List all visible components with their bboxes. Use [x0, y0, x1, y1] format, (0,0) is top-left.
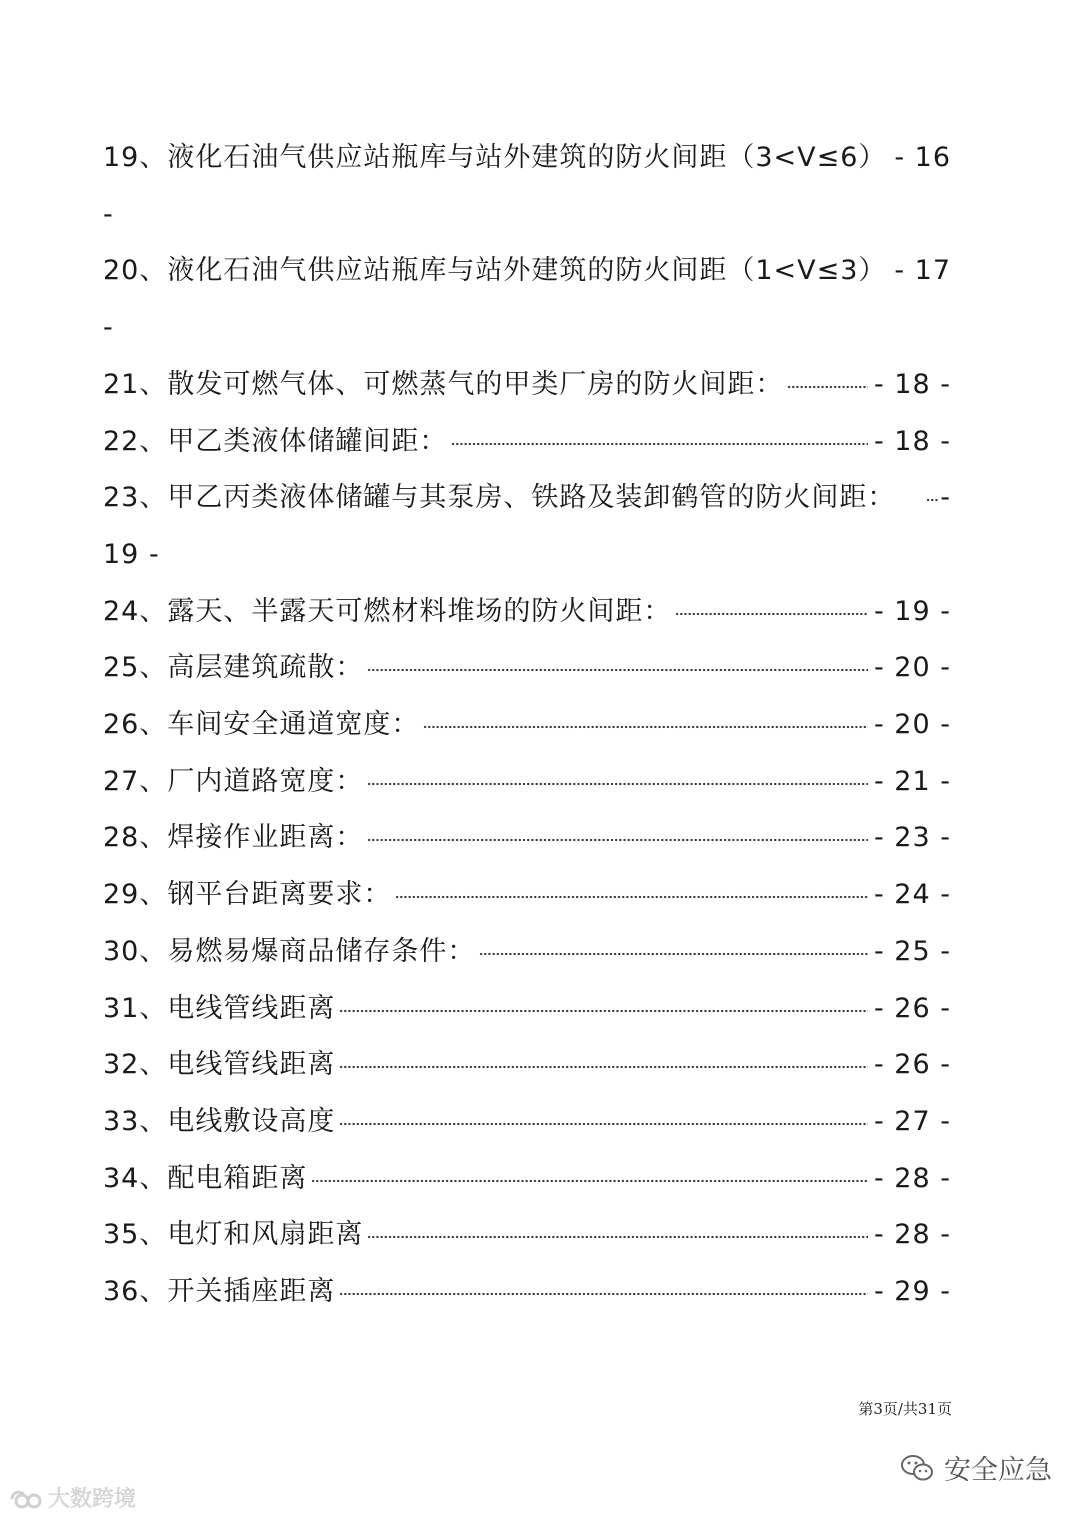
- wechat-icon: [900, 1453, 934, 1483]
- toc-entry-page: - 19 -: [873, 595, 951, 627]
- dot-leader: [926, 498, 938, 502]
- toc-entry-35[interactable]: [103, 1207, 953, 1264]
- toc-entry-title: 32、电线管线距离: [103, 1049, 336, 1081]
- toc-entry-27[interactable]: [103, 754, 953, 811]
- toc-entry-36[interactable]: [103, 1264, 953, 1321]
- toc-entry-title: 20、液化石油气供应站瓶库与站外建筑的防火间距（1<V≤3）: [103, 255, 887, 287]
- toc-entry-page: - 26 -: [873, 992, 951, 1024]
- toc-entry-22[interactable]: [103, 414, 953, 471]
- page-indicator: 第3页/共31页: [858, 1400, 952, 1418]
- toc-entry-page: - 16: [894, 142, 951, 173]
- toc-entry-title: 35、电灯和风扇距离: [103, 1219, 364, 1251]
- toc-entry-title: 34、配电箱距离: [103, 1162, 308, 1194]
- toc-entry-page: -: [940, 482, 951, 514]
- dot-leader: [395, 895, 868, 899]
- dot-leader: [423, 725, 868, 729]
- toc-entry-title: 19、液化石油气供应站瓶库与站外建筑的防火间距（3<V≤6）: [103, 142, 887, 173]
- toc-entry-page: - 21 -: [873, 765, 951, 797]
- toc-entry-page: - 26 -: [873, 1049, 951, 1081]
- toc-entry-page: - 29 -: [873, 1276, 951, 1308]
- dot-leader: [311, 1179, 868, 1183]
- toc-entry-25[interactable]: [103, 640, 953, 697]
- toc-entry-32[interactable]: [103, 1037, 953, 1094]
- camera-logo-icon: [8, 1487, 42, 1509]
- toc-entry-24[interactable]: [103, 584, 953, 641]
- watermark-left-text: 大数跨境: [48, 1487, 137, 1512]
- toc-entry-30[interactable]: [103, 924, 953, 981]
- toc-entry-26[interactable]: [103, 697, 953, 754]
- dot-leader: [479, 952, 868, 956]
- toc-entry-title: 36、开关插座距离: [103, 1276, 336, 1308]
- toc-entry-34[interactable]: [103, 1151, 953, 1208]
- wechat-account-name: 安全应急: [944, 1455, 1052, 1486]
- toc-entry-19[interactable]: [103, 130, 953, 243]
- toc-entry-29[interactable]: [103, 867, 953, 924]
- dot-leader: [675, 612, 868, 616]
- toc-entry-title: 30、易燃易爆商品储存条件：: [103, 935, 476, 967]
- toc-entry-title: 23、甲乙丙类液体储罐与其泵房、铁路及装卸鹤管的防火间距：: [103, 482, 896, 514]
- toc-entry-page: - 18 -: [873, 368, 951, 400]
- toc-entry-page-continuation: 19 -: [103, 538, 160, 570]
- dot-leader: [451, 442, 868, 446]
- toc-entry-page: - 20 -: [873, 652, 951, 684]
- toc-entry-31[interactable]: [103, 981, 953, 1038]
- dot-leader: [367, 838, 868, 842]
- toc-entry-title: 33、电线敷设高度: [103, 1105, 336, 1137]
- toc-entry-page-continuation: -: [103, 198, 114, 230]
- table-of-contents: [103, 130, 953, 1321]
- toc-entry-page: - 28 -: [873, 1219, 951, 1251]
- toc-entry-title: 24、露天、半露天可燃材料堆场的防火间距：: [103, 595, 672, 627]
- dot-leader: [339, 1122, 868, 1126]
- toc-entry-title: 21、散发可燃气体、可燃蒸气的甲类厂房的防火间距：: [103, 368, 784, 400]
- toc-entry-page: - 18 -: [873, 425, 951, 457]
- toc-entry-title: 31、电线管线距离: [103, 992, 336, 1024]
- toc-entry-page: - 28 -: [873, 1162, 951, 1194]
- toc-entry-title: 27、厂内道路宽度：: [103, 765, 364, 797]
- toc-entry-page-continuation: -: [103, 312, 114, 344]
- toc-entry-title: 25、高层建筑疏散：: [103, 652, 364, 684]
- dot-leader: [367, 1235, 868, 1239]
- toc-entry-title: 29、钢平台距离要求：: [103, 879, 392, 911]
- toc-entry-page: - 17: [894, 255, 951, 287]
- watermark-left: [8, 1482, 136, 1513]
- toc-entry-21[interactable]: [103, 357, 953, 414]
- dot-leader: [339, 1009, 868, 1013]
- toc-entry-20[interactable]: [103, 243, 953, 356]
- toc-entry-title: 22、甲乙类液体储罐间距：: [103, 425, 448, 457]
- dot-leader: [787, 385, 868, 389]
- toc-entry-33[interactable]: [103, 1094, 953, 1151]
- toc-entry-title: 26、车间安全通道宽度：: [103, 709, 420, 741]
- toc-entry-23[interactable]: [103, 470, 953, 583]
- dot-leader: [339, 1065, 868, 1069]
- toc-entry-28[interactable]: [103, 810, 953, 867]
- toc-entry-page: - 25 -: [873, 935, 951, 967]
- toc-entry-page: - 27 -: [873, 1105, 951, 1137]
- toc-entry-title: 28、焊接作业距离：: [103, 822, 364, 854]
- dot-leader: [367, 782, 868, 786]
- wechat-account-mark: [900, 1448, 1052, 1487]
- toc-entry-page: - 24 -: [873, 879, 951, 911]
- dot-leader: [339, 1292, 868, 1296]
- toc-entry-page: - 20 -: [873, 709, 951, 741]
- toc-entry-page: - 23 -: [873, 822, 951, 854]
- dot-leader: [367, 668, 868, 672]
